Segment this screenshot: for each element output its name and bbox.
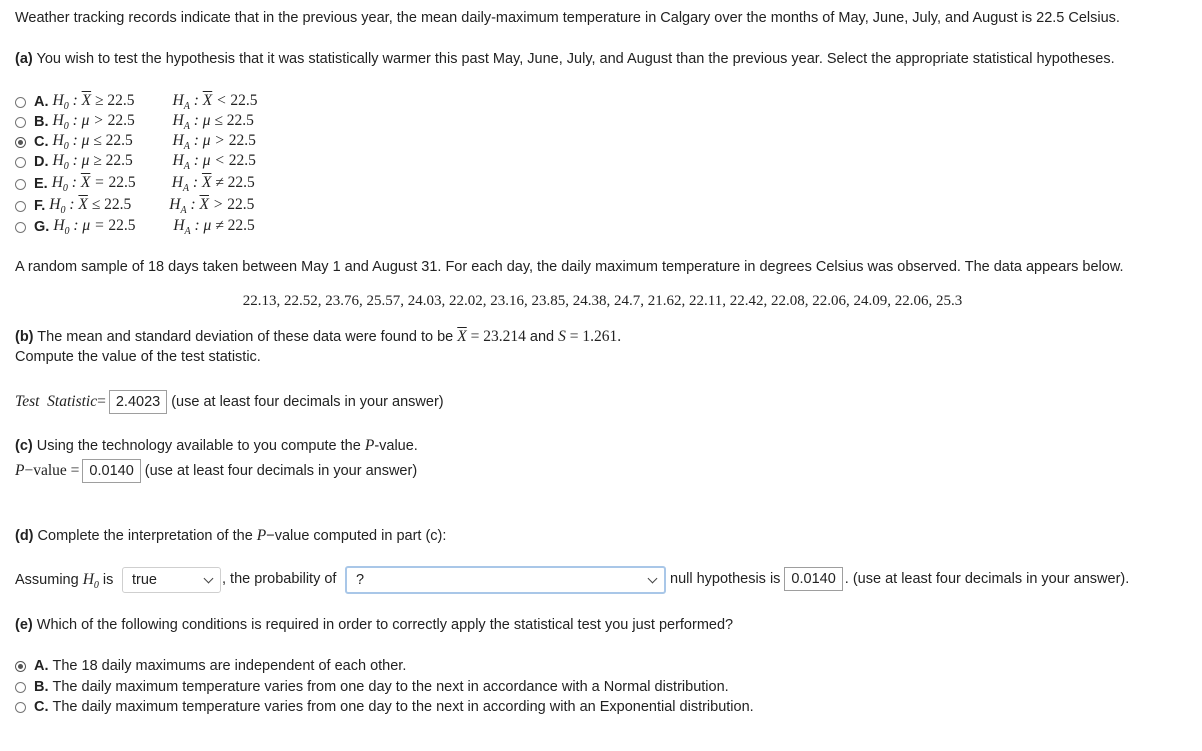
s-symbol: S	[558, 328, 566, 345]
part-a-option-b[interactable]: B. $H_0$ : μ > 22.5 $H_A$ : μ ≤ 22.5	[15, 112, 254, 132]
part-a-label: (a)	[15, 51, 33, 67]
part-d-prompt	[15, 527, 446, 545]
h0-symbol: H	[82, 571, 94, 588]
xbar-symbol: $\overline{X}$	[457, 328, 467, 345]
radio-e-a[interactable]	[15, 661, 26, 672]
h0-truth-select-value: true	[132, 572, 157, 588]
part-a-option-c[interactable]: C. $H_0$ : μ ≤ 22.5 $H_A$ : μ > 22.5	[15, 132, 256, 152]
equals-sign: =	[97, 393, 106, 410]
part-e-option-b[interactable]	[15, 677, 729, 697]
option-letter: C.	[34, 699, 49, 715]
probability-select[interactable]	[345, 566, 666, 594]
part-a-prompt	[15, 51, 1115, 67]
chevron-down-icon	[204, 573, 214, 583]
h0-truth-select[interactable]	[122, 567, 221, 593]
test-statistic-input[interactable]: 2.4023	[109, 390, 167, 414]
radio-g[interactable]	[15, 222, 26, 233]
part-a-option-d[interactable]: D. $H_0$ : μ ≥ 22.5 $H_A$ : μ < 22.5	[15, 152, 256, 172]
option-letter: D.	[34, 154, 49, 170]
radio-b[interactable]	[15, 117, 26, 128]
null-hypothesis-text: null hypothesis is	[670, 571, 781, 587]
part-c-text: Using the technology available to you compute the	[32, 438, 365, 454]
radio-a[interactable]	[15, 97, 26, 108]
part-b-prompt	[15, 328, 621, 346]
test-statistic-label: Test Statistic	[15, 393, 98, 410]
radio-e-b[interactable]	[15, 682, 26, 693]
test-statistic-hint: (use at least four decimals in your answer)	[171, 394, 444, 410]
part-a-option-e[interactable]: E. $H_0$ : $\overline{X} = 22.5$ $H_A$ : $\overline{X} \ne 22.5$	[15, 174, 255, 194]
option-letter: A.	[34, 94, 49, 110]
test-statistic-row	[15, 390, 444, 414]
part-e-prompt	[15, 617, 733, 633]
option-text: The daily maximum temperature varies from one day to the next in accordance with a Normal distribution.	[52, 679, 729, 695]
part-e-option-a[interactable]	[15, 656, 406, 676]
part-c-text-post: -value.	[374, 438, 418, 454]
p-value-label: P	[15, 462, 25, 479]
option-letter: A.	[34, 658, 49, 674]
probability-text: , the probability of	[222, 571, 337, 587]
probability-hint: . (use at least four decimals in your answer).	[844, 571, 1130, 587]
part-a-option-f[interactable]: F. $H_0$ : $\overline{X} \le 22.5$ $H_A$ : $\overline{X} > 22.5$	[15, 196, 254, 216]
probability-value-input[interactable]: 0.0140	[784, 567, 842, 591]
is-label: is	[98, 572, 114, 588]
part-b-text: The mean and standard deviation of these data were found to be	[33, 329, 458, 345]
radio-c[interactable]	[15, 137, 26, 148]
part-c-label: (c)	[15, 438, 33, 454]
p-value-row	[15, 459, 417, 483]
probability-select-value: ?	[356, 572, 365, 588]
part-d-label: (d)	[15, 528, 34, 544]
part-e-text: Which of the following conditions is required in order to correctly apply the statistical test you just performed?	[32, 617, 734, 633]
radio-e[interactable]	[15, 179, 26, 190]
option-letter: C.	[34, 134, 49, 150]
part-d-text-post: −value computed in part (c):	[266, 528, 447, 544]
radio-e-c[interactable]	[15, 702, 26, 713]
p-symbol: P	[256, 527, 267, 544]
option-letter: B.	[34, 679, 49, 695]
chevron-down-icon	[648, 573, 658, 583]
h0-subscript: 0	[93, 580, 99, 592]
part-a-option-g[interactable]: G. $H_0$ : μ = 22.5 $H_A$ : μ ≠ 22.5	[15, 217, 255, 237]
option-text: The 18 daily maximums are independent of each other.	[52, 658, 407, 674]
part-e-label: (e)	[15, 617, 33, 633]
part-b-instruction: Compute the value of the test statistic.	[15, 349, 261, 365]
sample-description: A random sample of 18 days taken between May 1 and August 31. For each day, the daily maximum temperature in degrees Celsius was observed. The data appears below.	[15, 259, 1124, 275]
option-letter: E.	[34, 176, 48, 192]
null-hypothesis-row	[670, 567, 1129, 591]
part-d-text: Complete the interpretation of the	[33, 528, 257, 544]
option-text: The daily maximum temperature varies from one day to the next in according with an Exponential distribution.	[52, 699, 754, 715]
part-a-text: You wish to test the hypothesis that it was statistically warmer this past May, June, July, and August than the previous year. Select the appropriate statistical hypotheses.	[32, 51, 1115, 67]
p-symbol: P	[364, 437, 375, 454]
assuming-text	[15, 571, 113, 591]
part-e-option-c[interactable]	[15, 697, 754, 717]
radio-f[interactable]	[15, 201, 26, 212]
intro-text: Weather tracking records indicate that in the previous year, the mean daily-maximum temperature in Calgary over the months of May, June, July, and August is 22.5 Celsius.	[15, 10, 1120, 26]
assuming-label: Assuming	[15, 572, 83, 588]
option-letter: B.	[34, 114, 49, 130]
sd-value: = 1.261.	[565, 328, 622, 345]
radio-d[interactable]	[15, 157, 26, 168]
p-value-input[interactable]: 0.0140	[82, 459, 140, 483]
and-text: and	[525, 329, 559, 345]
p-value-equals: −value =	[24, 462, 80, 479]
part-a-option-a[interactable]: A. $H_0$ : $\overline{X} \ge 22.5$ $H_A$ : $\overline{X} < 22.5$	[15, 92, 258, 112]
option-letter: F.	[34, 198, 46, 214]
p-value-hint: (use at least four decimals in your answer)	[144, 463, 418, 479]
option-letter: G.	[34, 219, 50, 235]
mean-value: = 23.214	[466, 328, 526, 345]
part-c-prompt	[15, 437, 418, 455]
data-values: 22.13, 22.52, 23.76, 25.57, 24.03, 22.02, 23.16, 23.85, 24.38, 24.7, 21.62, 22.11, 22.42, 22.08, 22.06, 24.09, 22.06, 25.3	[242, 293, 963, 309]
part-b-label: (b)	[15, 329, 34, 345]
